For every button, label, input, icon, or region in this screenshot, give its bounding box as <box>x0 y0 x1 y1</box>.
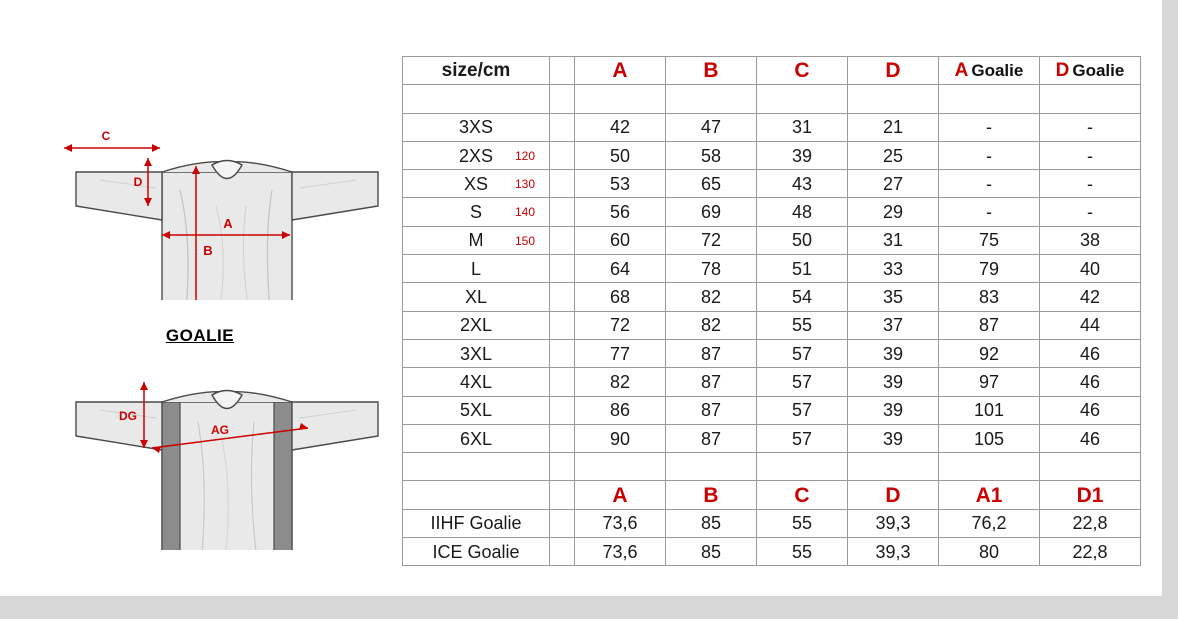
cell-a: 77 <box>575 339 666 367</box>
svg-text:DG: DG <box>119 409 137 423</box>
jersey-diagrams <box>20 90 390 560</box>
row-size-label <box>403 255 550 283</box>
goalie-jersey-diagram <box>20 360 380 550</box>
table-row <box>403 339 1141 367</box>
row-size-label <box>403 424 550 452</box>
svg-text:D: D <box>133 175 143 189</box>
row-size-label: ICE Goalie <box>403 538 550 566</box>
goalie-header-b: B <box>666 481 757 509</box>
cell-d: 39 <box>848 339 939 367</box>
cell-a: 64 <box>575 255 666 283</box>
row-size-label <box>403 170 550 198</box>
cell-a-goalie: 75 <box>939 226 1040 254</box>
row-size-label <box>403 283 550 311</box>
row-spacer <box>550 509 575 537</box>
table-row <box>403 368 1141 396</box>
size-text: S <box>469 202 482 223</box>
cell-d: 39,3 <box>848 509 939 537</box>
cell-d: 29 <box>848 198 939 226</box>
row-spacer <box>550 283 575 311</box>
cell-d: 35 <box>848 283 939 311</box>
cell-c: 43 <box>757 170 848 198</box>
cell-a-goalie: 87 <box>939 311 1040 339</box>
cell-d-goalie: - <box>1040 141 1141 169</box>
cell-c: 48 <box>757 198 848 226</box>
cell-a-goalie: 92 <box>939 339 1040 367</box>
size-sub: 140 <box>514 205 535 220</box>
row-spacer <box>550 339 575 367</box>
header-d-goalie-letter: D <box>1055 60 1070 82</box>
cell-a: 68 <box>575 283 666 311</box>
cell-c: 54 <box>757 283 848 311</box>
spacer-cell <box>575 453 666 481</box>
goalie-header-a1: A1 <box>939 481 1040 509</box>
cell-b: 82 <box>666 283 757 311</box>
row-spacer <box>550 255 575 283</box>
size-text: 2XS <box>458 145 494 166</box>
cell-c: 57 <box>757 368 848 396</box>
cell-d: 25 <box>848 141 939 169</box>
spacer-cell <box>939 453 1040 481</box>
goalie-header-spacer <box>550 481 575 509</box>
cell-b: 87 <box>666 396 757 424</box>
size-chart-table <box>402 56 1141 566</box>
table-row <box>403 170 1141 198</box>
cell-d: 39 <box>848 396 939 424</box>
cell-a: 60 <box>575 226 666 254</box>
row-spacer <box>550 396 575 424</box>
cell-a1: 76,2 <box>939 509 1040 537</box>
cell-a: 73,6 <box>575 509 666 537</box>
cell-c: 57 <box>757 396 848 424</box>
cell-a-goalie: 101 <box>939 396 1040 424</box>
row-spacer <box>550 141 575 169</box>
size-chart-table-wrap <box>402 56 1141 566</box>
table-row <box>403 424 1141 452</box>
spacer-cell <box>550 453 575 481</box>
cell-d-goalie: - <box>1040 170 1141 198</box>
svg-text:C: C <box>101 129 111 143</box>
cell-c: 50 <box>757 226 848 254</box>
cell-a-goalie: - <box>939 113 1040 141</box>
cell-c: 57 <box>757 339 848 367</box>
row-spacer <box>550 170 575 198</box>
spacer-cell <box>757 85 848 113</box>
header-d: D <box>848 57 939 85</box>
cell-a1: 80 <box>939 538 1040 566</box>
spacer-cell <box>848 85 939 113</box>
cell-a: 82 <box>575 368 666 396</box>
cell-a: 56 <box>575 198 666 226</box>
row-size-label <box>403 396 550 424</box>
header-a: A <box>575 57 666 85</box>
cell-a-goalie: - <box>939 170 1040 198</box>
cell-d: 33 <box>848 255 939 283</box>
cell-d-goalie: 46 <box>1040 396 1141 424</box>
row-spacer <box>550 198 575 226</box>
cell-a: 72 <box>575 311 666 339</box>
cell-c: 51 <box>757 255 848 283</box>
cell-b: 85 <box>666 509 757 537</box>
cell-a: 53 <box>575 170 666 198</box>
header-a-goalie-letter: A <box>954 60 969 82</box>
goalie-header-blank <box>403 481 550 509</box>
size-text: 2XL <box>459 315 493 336</box>
cell-d: 31 <box>848 226 939 254</box>
cell-d: 39,3 <box>848 538 939 566</box>
cell-d: 37 <box>848 311 939 339</box>
cell-b: 47 <box>666 113 757 141</box>
row-size-label <box>403 368 550 396</box>
cell-d-goalie: 46 <box>1040 339 1141 367</box>
size-sub: 130 <box>514 177 535 192</box>
goalie-header-d1: D1 <box>1040 481 1141 509</box>
cell-b: 85 <box>666 538 757 566</box>
header-d-goalie-word: Goalie <box>1072 61 1125 81</box>
size-text: 5XL <box>459 400 493 421</box>
svg-text:AG: AG <box>211 423 229 437</box>
cell-c: 55 <box>757 538 848 566</box>
size-text: M <box>468 230 484 251</box>
spacer-cell <box>666 85 757 113</box>
page-backdrop-bottom <box>0 596 1178 619</box>
goalie-header-c: C <box>757 481 848 509</box>
cell-a-goalie: - <box>939 141 1040 169</box>
size-text: 4XL <box>459 371 493 392</box>
cell-b: 87 <box>666 368 757 396</box>
header-b: B <box>666 57 757 85</box>
cell-d-goalie: 40 <box>1040 255 1141 283</box>
cell-b: 82 <box>666 311 757 339</box>
player-jersey-diagram <box>20 110 380 300</box>
row-size-label <box>403 198 550 226</box>
spacer-cell <box>939 85 1040 113</box>
cell-a: 73,6 <box>575 538 666 566</box>
cell-c: 39 <box>757 141 848 169</box>
cell-d-goalie: - <box>1040 113 1141 141</box>
size-sub: 150 <box>514 233 535 248</box>
cell-b: 58 <box>666 141 757 169</box>
spacer-cell <box>848 453 939 481</box>
cell-d1: 22,8 <box>1040 509 1141 537</box>
row-size-label <box>403 311 550 339</box>
header-a-goalie-word: Goalie <box>971 61 1024 81</box>
spacer-cell <box>1040 453 1141 481</box>
size-text: 3XS <box>458 117 494 138</box>
cell-c: 31 <box>757 113 848 141</box>
size-text: L <box>470 258 481 279</box>
cell-b: 65 <box>666 170 757 198</box>
row-size-label <box>403 113 550 141</box>
row-size-label <box>403 226 550 254</box>
header-spacer <box>550 57 575 85</box>
table-row <box>403 113 1141 141</box>
row-size-label <box>403 141 550 169</box>
goalie-header-d: D <box>848 481 939 509</box>
spacer-cell <box>757 453 848 481</box>
size-text: 6XL <box>459 428 493 449</box>
row-spacer <box>550 368 575 396</box>
cell-a: 86 <box>575 396 666 424</box>
goalie-section-heading: GOALIE <box>165 326 235 345</box>
spacer-cell <box>666 453 757 481</box>
table-row <box>403 226 1141 254</box>
spacer-cell <box>575 85 666 113</box>
cell-b: 87 <box>666 424 757 452</box>
cell-c: 57 <box>757 424 848 452</box>
cell-a-goalie: 79 <box>939 255 1040 283</box>
goalie-header-a: A <box>575 481 666 509</box>
cell-d-goalie: 46 <box>1040 424 1141 452</box>
table-spacer-row-top <box>403 85 1141 113</box>
table-row <box>403 255 1141 283</box>
cell-a-goalie: 105 <box>939 424 1040 452</box>
cell-b: 78 <box>666 255 757 283</box>
cell-c: 55 <box>757 509 848 537</box>
cell-d: 39 <box>848 424 939 452</box>
table-row <box>403 198 1141 226</box>
row-spacer <box>550 538 575 566</box>
header-d-goalie <box>1040 57 1141 85</box>
table-row <box>403 538 1141 566</box>
cell-d: 27 <box>848 170 939 198</box>
spacer-cell <box>1040 85 1141 113</box>
size-text: XL <box>464 287 488 308</box>
cell-a-goalie: 83 <box>939 283 1040 311</box>
spacer-cell <box>550 85 575 113</box>
cell-d-goalie: 42 <box>1040 283 1141 311</box>
size-text: 3XL <box>459 343 493 364</box>
row-spacer <box>550 113 575 141</box>
spacer-cell <box>403 85 550 113</box>
cell-d-goalie: 44 <box>1040 311 1141 339</box>
svg-text:B: B <box>203 243 213 258</box>
row-size-label: IIHF Goalie <box>403 509 550 537</box>
row-spacer <box>550 226 575 254</box>
cell-d-goalie: 46 <box>1040 368 1141 396</box>
cell-d: 39 <box>848 368 939 396</box>
svg-text:A: A <box>223 216 233 231</box>
header-a-goalie <box>939 57 1040 85</box>
cell-a-goalie: - <box>939 198 1040 226</box>
header-size: size/cm <box>403 57 550 85</box>
cell-c: 55 <box>757 311 848 339</box>
cell-a-goalie: 97 <box>939 368 1040 396</box>
size-sub: 120 <box>514 148 535 163</box>
table-row <box>403 396 1141 424</box>
cell-b: 87 <box>666 339 757 367</box>
page-backdrop-right <box>1162 0 1178 619</box>
size-text: XS <box>463 173 488 194</box>
spacer-cell <box>403 453 550 481</box>
cell-b: 72 <box>666 226 757 254</box>
cell-b: 69 <box>666 198 757 226</box>
header-c: C <box>757 57 848 85</box>
cell-d-goalie: - <box>1040 198 1141 226</box>
table-row <box>403 311 1141 339</box>
cell-a: 42 <box>575 113 666 141</box>
row-spacer <box>550 424 575 452</box>
cell-a: 90 <box>575 424 666 452</box>
row-size-label <box>403 339 550 367</box>
cell-d1: 22,8 <box>1040 538 1141 566</box>
cell-a: 50 <box>575 141 666 169</box>
goalie-header-row <box>403 481 1141 509</box>
row-spacer <box>550 311 575 339</box>
table-row <box>403 283 1141 311</box>
table-row <box>403 509 1141 537</box>
cell-d-goalie: 38 <box>1040 226 1141 254</box>
cell-d: 21 <box>848 113 939 141</box>
table-spacer-row-mid <box>403 453 1141 481</box>
table-header-row <box>403 57 1141 85</box>
table-row <box>403 141 1141 169</box>
